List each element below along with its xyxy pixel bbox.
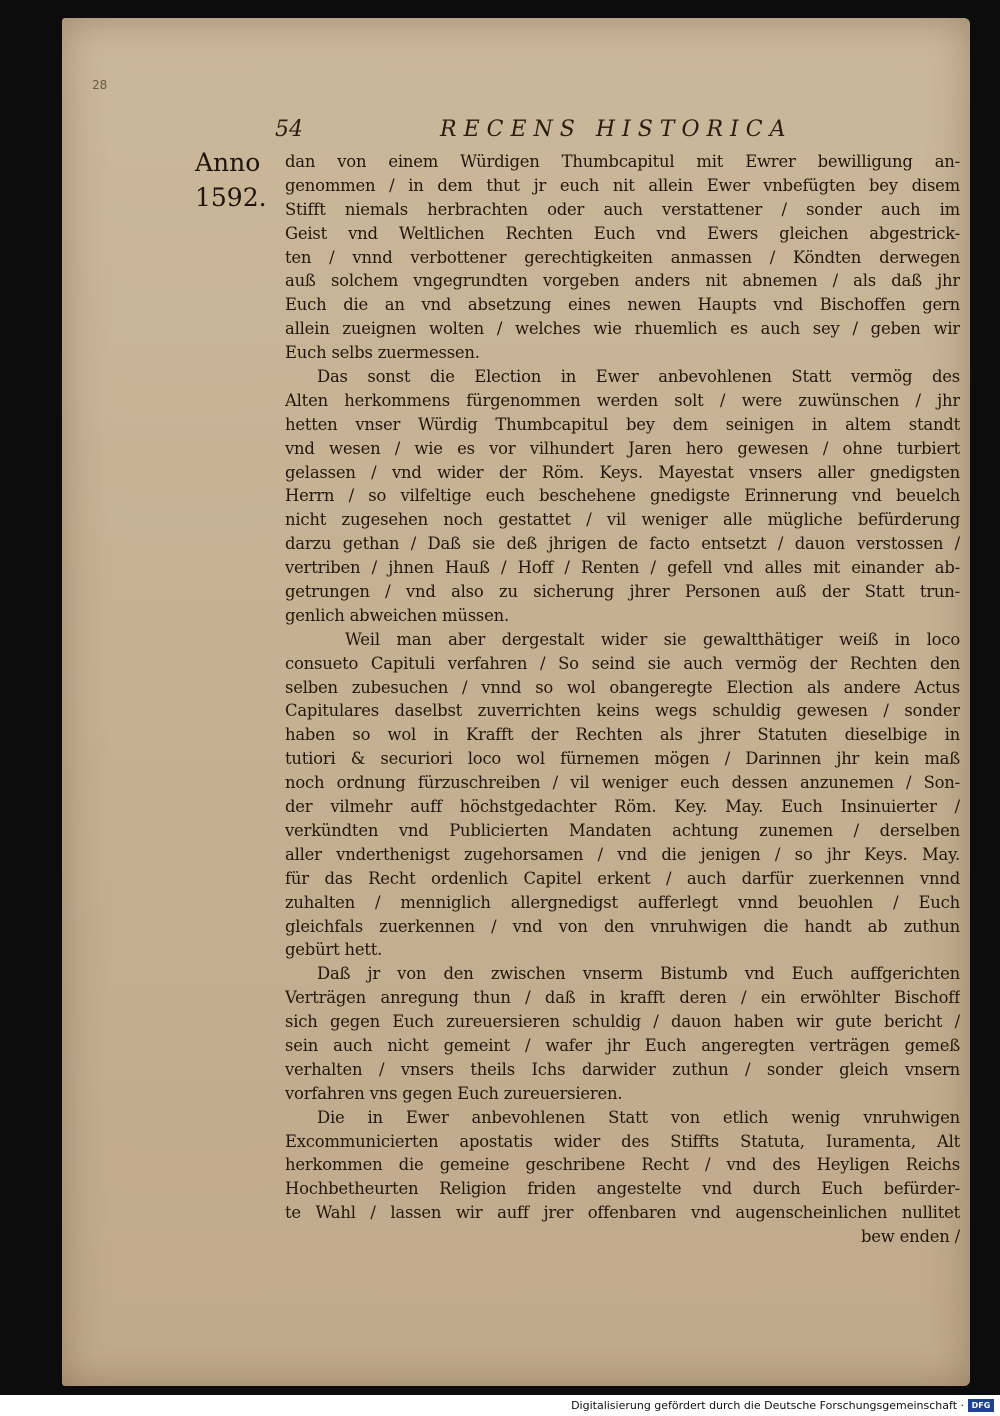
text-line: genlich abweichen müssen. — [285, 605, 510, 625]
text-line: Hochbetheurten Religion friden angestelte vnd durch Euch befürder- — [285, 1179, 960, 1199]
text-line: te Wahl / lassen wir auff jrer offenbaren vnd augenscheinlichen nullitet — [285, 1203, 960, 1223]
text-line: sein auch nicht gemeint / wafer jhr Euch angeregten verträgen gemeß — [285, 1035, 960, 1055]
text-line: vnd wesen / wie es vor vilhundert Jaren hero gewesen / ohne turbiert — [285, 438, 960, 458]
text-line: Capitulares daselbst zuverrichten keins wegs schuldig gewesen / sonder — [285, 701, 960, 721]
text-line: Alten herkommens fürgenommen werden solt / were zuwünschen / jhr — [285, 390, 960, 410]
text-line: herkommen die gemeine geschribene Recht / vnd des Heyligen Reichs — [285, 1155, 960, 1175]
catchword: bew enden / — [861, 1227, 960, 1247]
text-line: zuhalten / menniglich allergnedigst aufferlegt vnnd beuohlen / Euch — [285, 892, 960, 912]
text-line: vorfahren vns gegen Euch zureuersieren. — [285, 1083, 623, 1103]
text-line: genommen / in dem thut jr euch nit allein Ewer vnbefügten bey disem — [285, 175, 960, 195]
text-line: haben so wol in Krafft der Rechten als jhrer Statuten dieselbige in — [285, 725, 960, 745]
margin-note-anno: Anno — [195, 148, 261, 177]
text-line: gebürt hett. — [285, 940, 383, 960]
dfg-logo: DFG — [968, 1399, 994, 1412]
running-head-title: RECENS HISTORICA — [440, 117, 793, 142]
page-number: 54 — [275, 117, 303, 142]
text-line: sich gegen Euch zureuersieren schuldig / dauon haben wir gute bericht / — [285, 1012, 960, 1032]
text-line: Weil man aber dergestalt wider sie gewaltthätiger weiß in loco — [345, 629, 960, 649]
text-line: noch ordnung fürzuschreiben / vil weniger euch dessen anzunemen / Son- — [285, 773, 960, 793]
gutter-mark: 28 — [92, 78, 108, 92]
digitization-footer — [0, 1395, 1000, 1416]
text-line: Stifft niemals herbrachten oder auch verstattener / sonder auch im — [285, 199, 960, 219]
margin-note-year-value: 1592. — [195, 183, 267, 212]
text-line: selben zubesuchen / vnnd so wol obangeregte Election als andere Actus — [285, 677, 960, 697]
text-line: für das Recht ordenlich Capitel erkent / auch darfür zuerkennen vnnd — [285, 868, 960, 888]
footer-credit: Digitalisierung gefördert durch die Deutsche Forschungsgemeinschaft · — [571, 1399, 964, 1412]
text-line: vertriben / jhnen Hauß / Hoff / Renten / gefell vnd alles mit einander ab- — [285, 558, 960, 578]
text-line: gelassen / vnd wider der Röm. Keys. Mayestat vnsers aller gnedigsten — [285, 462, 960, 482]
text-line: nicht zugesehen noch gestattet / vil weniger alle mügliche befürderung — [285, 510, 960, 530]
text-line: hetten vnser Würdig Thumbcapitul bey dem seinigen in altem standt — [285, 414, 960, 434]
text-line: verkündten vnd Publicierten Mandaten achtung zunemen / derselben — [285, 820, 960, 840]
text-line: Euch die an vnd absetzung eines newen Haupts vnd Bischoffen gern — [285, 295, 960, 315]
text-line: tutiori & securiori loco wol fürnemen mögen / Darinnen jhr kein maß — [285, 749, 960, 769]
text-line: verhalten / vnsers theils Ichs darwider zuthun / sonder gleich vnsern — [285, 1059, 960, 1079]
text-line: allein zueignen wolten / welches wie rhuemlich es auch sey / geben wir — [285, 319, 960, 339]
text-line: auß solchem vngegrundten vorgeben anders nit abnemen / als daß jhr — [285, 271, 960, 291]
text-line: Excommunicierten apostatis wider des Stiffts Statuta, Iuramenta, Alt — [285, 1131, 960, 1151]
text-line: Die in Ewer anbevohlenen Statt von etlich wenig vnruhwigen — [317, 1107, 960, 1127]
text-line: gleichfals zuerkennen / vnd von den vnruhwigen die handt ab zuthun — [285, 916, 960, 936]
text-line: Geist vnd Weltlichen Rechten Euch vnd Ewers gleichen abgestrick- — [285, 223, 960, 243]
margin-note-year — [195, 145, 275, 215]
text-line: aller vnderthenigst zugehorsamen / vnd die jenigen / so jhr Keys. May. — [285, 844, 960, 864]
text-line: darzu gethan / Daß sie deß jhrigen de facto entsetzt / dauon verstossen / — [285, 534, 960, 554]
text-line: Daß jr von den zwischen vnserm Bistumb vnd Euch auffgerichten — [317, 964, 960, 984]
text-line: Herrn / so vilfeltige euch beschehene gnedigste Erinnerung vnd beuelch — [285, 486, 960, 506]
body-text — [285, 150, 960, 1249]
text-line: ten / vnnd verbottener gerechtigkeiten anmassen / Köndten derwegen — [285, 247, 960, 267]
text-line: getrungen / vnd also zu sicherung jhrer Personen auß der Statt trun- — [285, 582, 960, 602]
text-line: der vilmehr auff höchstgedachter Röm. Key. May. Euch Insinuierter / — [285, 797, 960, 817]
text-line: Verträgen anregung thun / daß in krafft deren / ein erwöhlter Bischoff — [285, 988, 960, 1008]
text-line: Das sonst die Election in Ewer anbevohlenen Statt vermög des — [317, 367, 960, 387]
running-head — [275, 117, 835, 145]
text-line: consueto Capituli verfahren / So seind sie auch vermög der Rechten den — [285, 653, 960, 673]
text-line: Euch selbs zuermessen. — [285, 343, 480, 363]
text-line: dan von einem Würdigen Thumbcapitul mit Ewrer bewilligung an- — [285, 152, 960, 171]
